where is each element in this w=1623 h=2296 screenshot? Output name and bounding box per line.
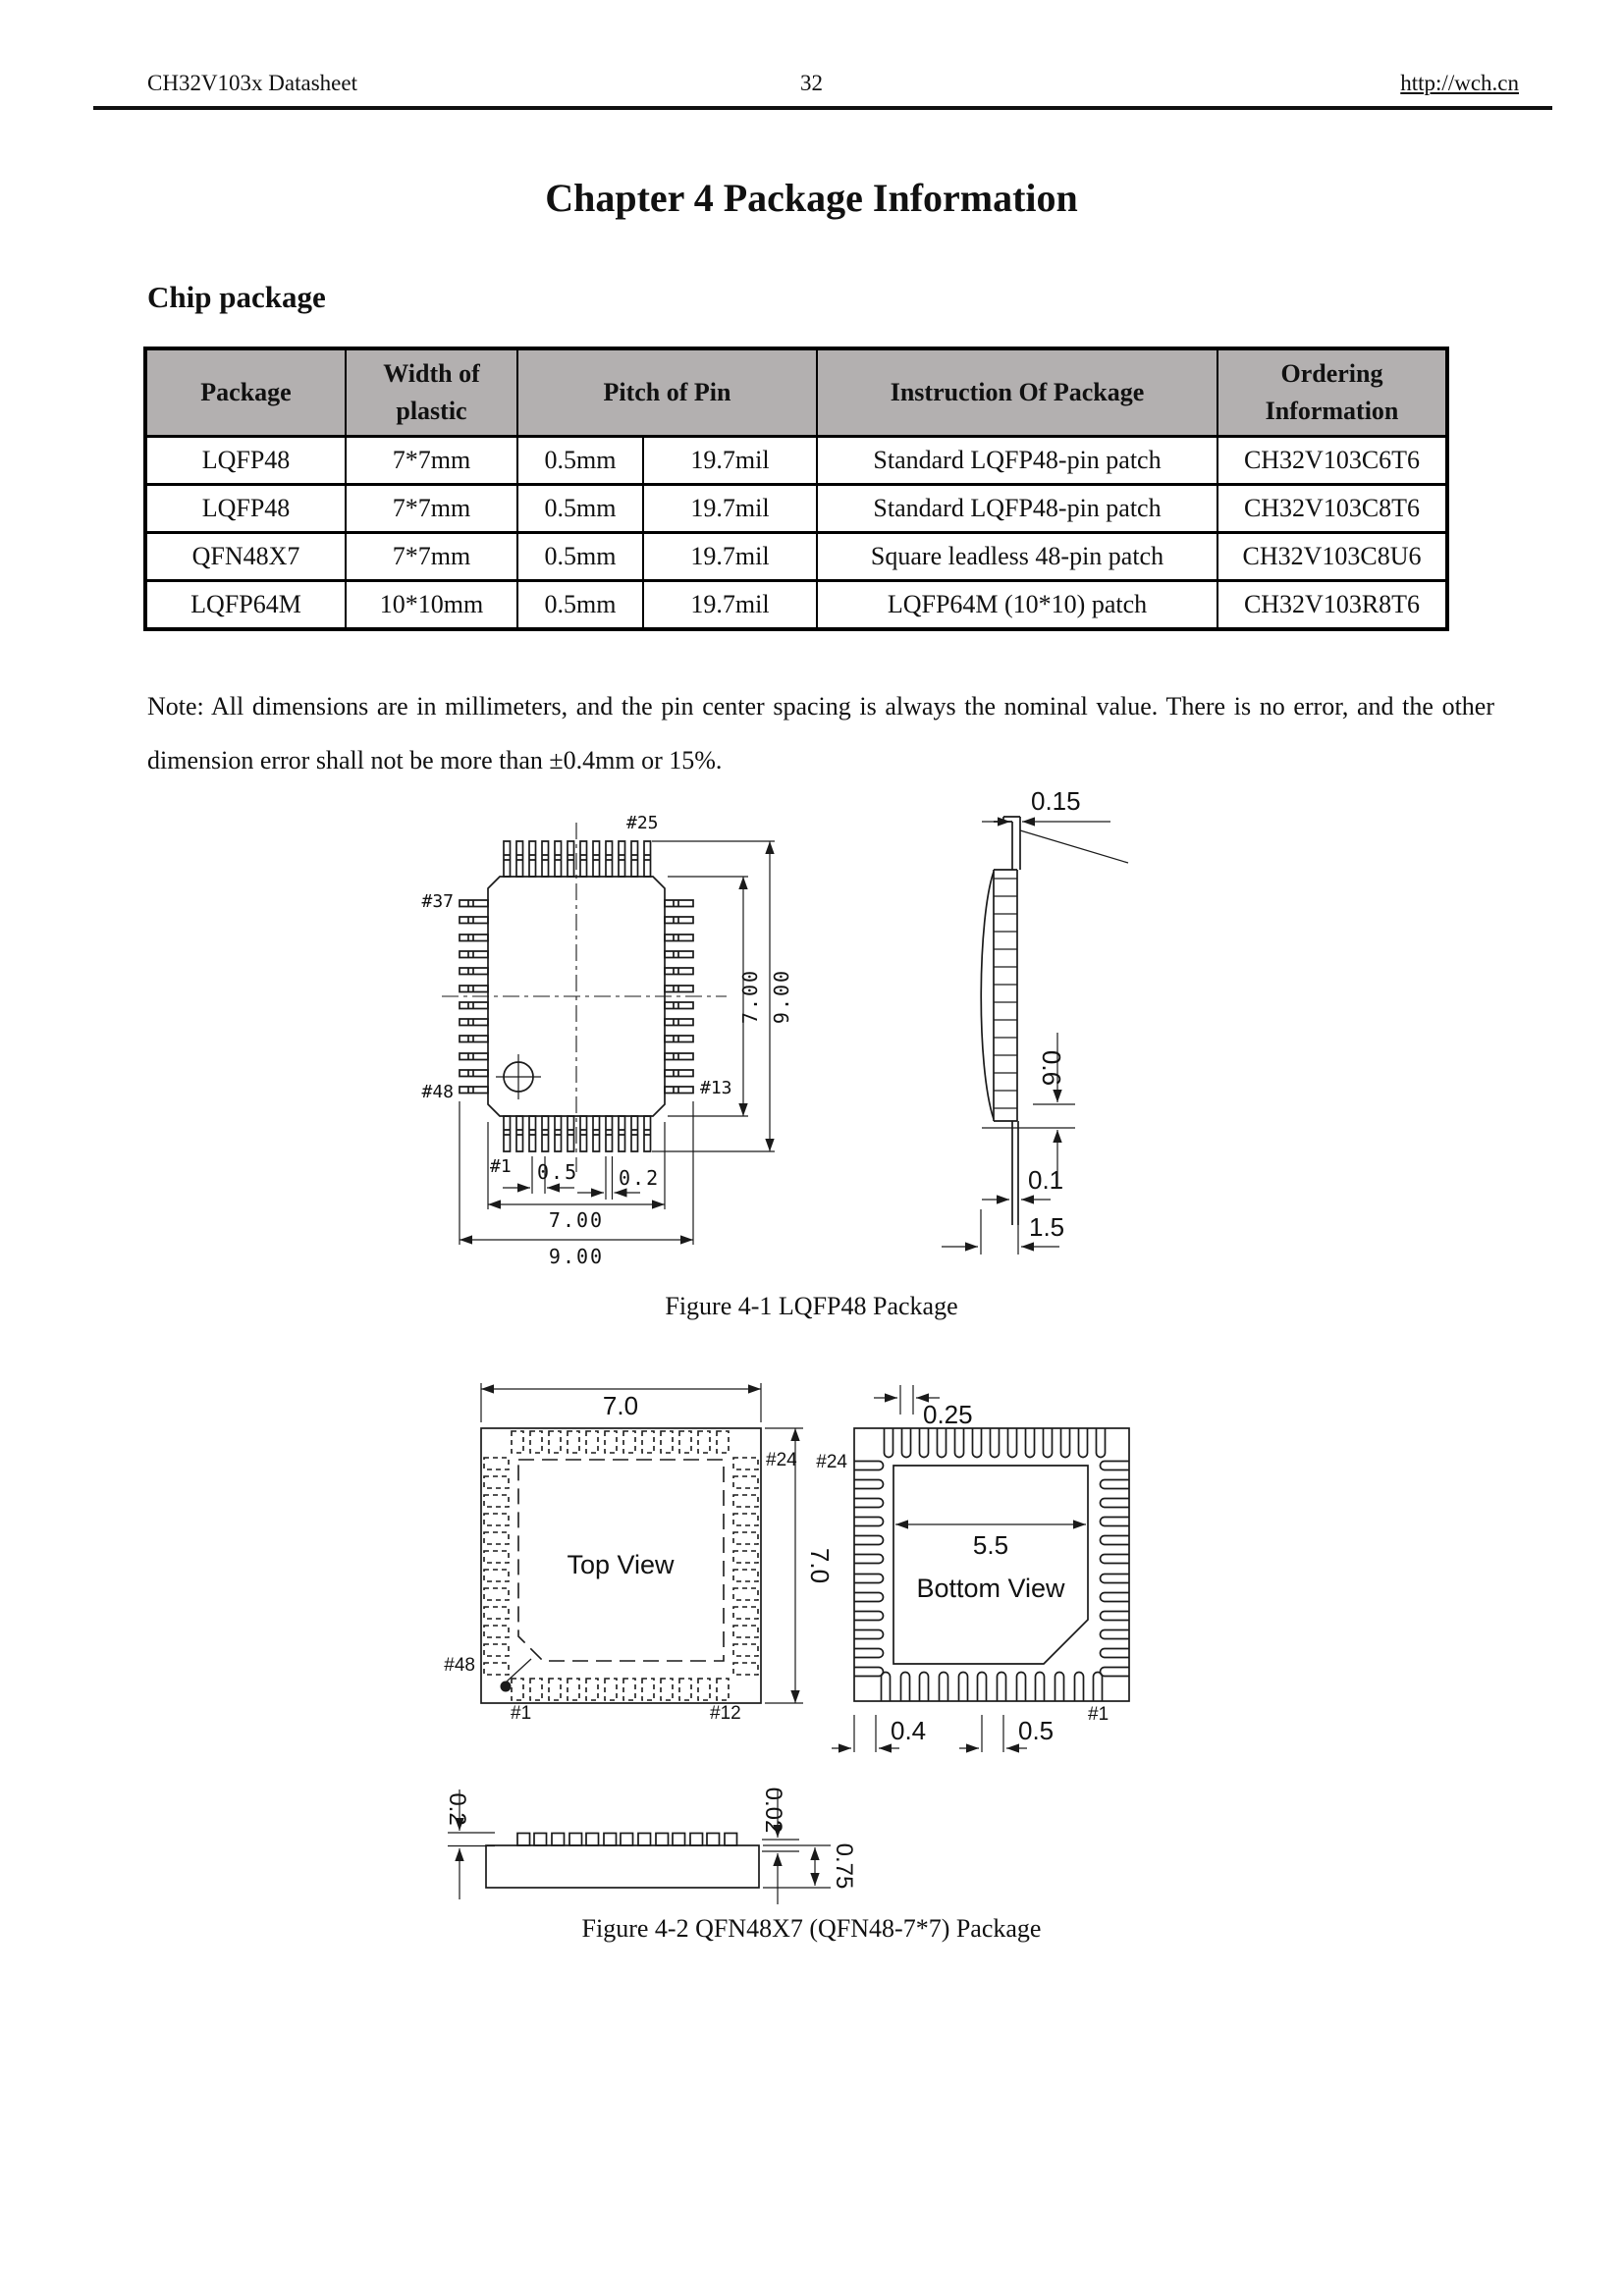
table-row — [145, 533, 1447, 581]
bv-right-slots — [1101, 1462, 1130, 1677]
tv-pin1-dot — [501, 1682, 512, 1692]
label-pin13: #13 — [700, 1078, 732, 1098]
section-heading: Chip package — [147, 280, 326, 314]
table-row — [145, 581, 1447, 630]
figure-qfn48-drawing — [412, 1369, 1217, 1919]
tv-label-pin1: #1 — [511, 1703, 532, 1724]
cell: Square leadless 48-pin patch — [817, 533, 1217, 581]
cell: 7*7mm — [346, 533, 517, 581]
label-pin25: #25 — [626, 813, 659, 833]
cell: QFN48X7 — [145, 533, 346, 581]
dim-total-width: 9.00 — [548, 1245, 605, 1268]
bottom-view-label: Bottom View — [916, 1574, 1065, 1603]
cell: LQFP64M — [145, 581, 346, 630]
cell: Standard LQFP48-pin patch — [817, 485, 1217, 533]
bv-top-slots — [885, 1428, 1106, 1458]
cell: 0.5mm — [517, 581, 643, 630]
bottom-pins — [504, 1116, 651, 1151]
cell: LQFP48 — [145, 437, 346, 485]
tv-label-pin48: #48 — [444, 1655, 475, 1676]
label-pin48: #48 — [421, 1082, 454, 1102]
dim-qfn-height: 7.0 — [805, 1547, 835, 1584]
pin1-index-mark — [496, 1054, 541, 1099]
cell: 7*7mm — [346, 437, 517, 485]
centerlines — [442, 823, 727, 1172]
cell: 19.7mil — [643, 485, 817, 533]
page-title: Chapter 4 Package Information — [545, 176, 1078, 220]
table-row — [145, 485, 1447, 533]
col-ordering: Ordering Information — [1217, 348, 1447, 437]
cell: 0.5mm — [517, 437, 643, 485]
qfn-bottom-view — [816, 1385, 1129, 1752]
dim-04: 0.4 — [891, 1716, 927, 1745]
dim-thickness: 0.75 — [831, 1842, 857, 1890]
dim-pad-height: 0.2 — [444, 1792, 470, 1826]
note-text: Note: All dimensions are in millimeters, and the pin center spacing is always the nominal value. There is no error, and the other dimension error shall not be more than ±0.4mm or 15%. — [147, 692, 1494, 774]
lqfp-side-view — [942, 786, 1128, 1255]
dim-body-height: 7.00 — [738, 968, 762, 1025]
cell: 19.7mil — [643, 437, 817, 485]
bv-left-slots — [854, 1462, 884, 1677]
header-rule — [93, 106, 1552, 110]
table-row — [145, 437, 1447, 485]
dim-gap: 0.02 — [760, 1787, 786, 1834]
cell: CH32V103C8T6 — [1217, 485, 1447, 533]
top-pins — [504, 841, 651, 877]
dim-body-width: 7.00 — [548, 1208, 605, 1232]
cell: 19.7mil — [643, 533, 817, 581]
bv-label-pin24: #24 — [816, 1452, 847, 1472]
qfn-top-view — [444, 1383, 835, 1724]
header-page-number: 32 — [800, 71, 823, 95]
header-doc-title: CH32V103x Datasheet — [147, 71, 357, 95]
bv-bottom-slots — [882, 1673, 1103, 1702]
dim-pad-width: 0.25 — [923, 1400, 973, 1429]
dim-total-height: 9.00 — [770, 968, 793, 1025]
dim-qfn-width: 7.0 — [602, 1391, 639, 1420]
dim-epad: 5.5 — [972, 1530, 1009, 1560]
tv-right-pads — [733, 1458, 758, 1675]
tv-left-pads — [484, 1458, 509, 1675]
col-instruction: Instruction Of Package — [817, 348, 1217, 437]
cell: LQFP48 — [145, 485, 346, 533]
top-view-label: Top View — [567, 1550, 675, 1579]
bv-label-pin1: #1 — [1088, 1704, 1109, 1725]
cell: 0.5mm — [517, 533, 643, 581]
col-width: Width of plastic — [346, 348, 517, 437]
dim-pitch: 0.5 — [537, 1160, 579, 1184]
qfn-side-pads — [517, 1834, 737, 1846]
cell: CH32V103C8U6 — [1217, 533, 1447, 581]
cell: 19.7mil — [643, 581, 817, 630]
tv-bottom-pads — [512, 1679, 729, 1700]
package-table — [143, 347, 1449, 631]
col-package: Package — [145, 348, 346, 437]
figure-lqfp48-drawing — [295, 766, 1159, 1296]
dim-pin-width: 0.2 — [619, 1166, 661, 1190]
bv-exposed-pad — [893, 1466, 1088, 1664]
cell: Standard LQFP48-pin patch — [817, 437, 1217, 485]
cell: 0.5mm — [517, 485, 643, 533]
tv-label-pin12: #12 — [710, 1703, 741, 1724]
qfn-side-view — [444, 1788, 857, 1904]
tv-top-pads — [512, 1431, 729, 1453]
dim-lead-thickness: 0.15 — [1031, 786, 1081, 816]
cell: CH32V103C6T6 — [1217, 437, 1447, 485]
label-pin1: #1 — [490, 1156, 512, 1177]
cell: LQFP64M (10*10) patch — [817, 581, 1217, 630]
cell: 10*10mm — [346, 581, 517, 630]
figure2-caption: Figure 4-2 QFN48X7 (QFN48-7*7) Package — [581, 1914, 1042, 1943]
label-pin37: #37 — [421, 891, 454, 912]
figure1-caption: Figure 4-1 LQFP48 Package — [665, 1292, 958, 1320]
dim-total-thickness: 1.5 — [1029, 1212, 1065, 1242]
cell: CH32V103R8T6 — [1217, 581, 1447, 630]
cell: 7*7mm — [346, 485, 517, 533]
dim-05: 0.5 — [1018, 1716, 1055, 1745]
dim-standoff: 0.1 — [1028, 1165, 1064, 1195]
table-header-row — [145, 348, 1447, 437]
dim-foot-length: 0.6 — [1037, 1049, 1066, 1087]
tv-label-pin24: #24 — [766, 1450, 797, 1470]
header-link[interactable]: http://wch.cn — [1400, 71, 1519, 95]
col-pitch: Pitch of Pin — [517, 348, 817, 437]
